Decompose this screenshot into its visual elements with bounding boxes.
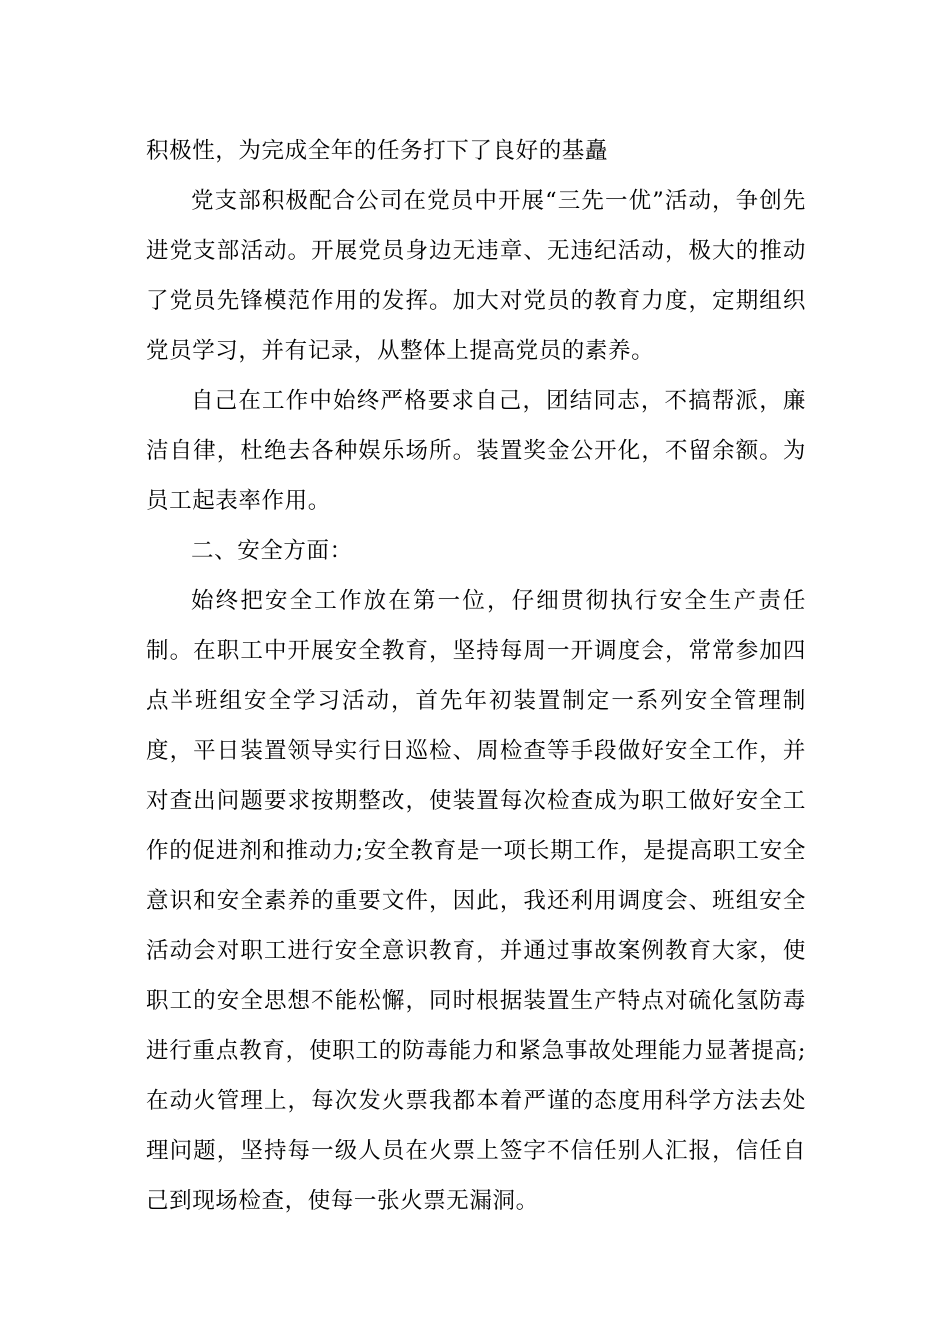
paragraph-continuation: 积极性，为完成全年的任务打下了良好的基矗 (146, 138, 609, 164)
paragraph-self-discipline: 自己在工作中始终严格要求自己，团结同志，不搞帮派，廉洁自律，杜绝去各种娱乐场所。装置奖金公开化，不留余额。为员工起表率作用。 (146, 388, 806, 514)
paragraph-party-branch: 党支部积极配合公司在党员中开展“三先一优”活动，争创先进党支部活动。开展党员身边无违章、无违纪活动，极大的推动了党员先锋模范作用的发挥。加大对党员的教育力度，定期组织党员学习，并有记录，从整体上提高党员的素养。 (146, 188, 806, 364)
paragraph-safety-work: 始终把安全工作放在第一位，仔细贯彻执行安全生产责任制。在职工中开展安全教育，坚持每周一开调度会，常常参加四点半班组安全学习活动，首先年初装置制定一系列安全管理制度，平日装置领导实行日巡检、周检查等手段做好安全工作，并对查出问题要求按期整改，使装置每次检查成为职工做好安全工作的促进剂和推动力;安全教育是一项长期工作，是提高职工安全意识和安全素养的重要文件，因此，我还利用调度会、班组安全活动会对职工进行安全意识教育，并通过事故案例教育大家，使职工的安全思想不能松懈，同时根据装置生产特点对硫化氢防毒进行重点教育，使职工的防毒能力和紧急事故处理能力显著提高;在动火管理上，每次发火票我都本着严谨的态度用科学方法去处理问题，坚持每一级人员在火票上签字不信任别人汇报，信任自己到现场检查，使每一张火票无漏洞。 (146, 588, 806, 1214)
document-body (146, 126, 806, 1226)
section-heading-safety: 二、安全方面： (191, 538, 353, 564)
